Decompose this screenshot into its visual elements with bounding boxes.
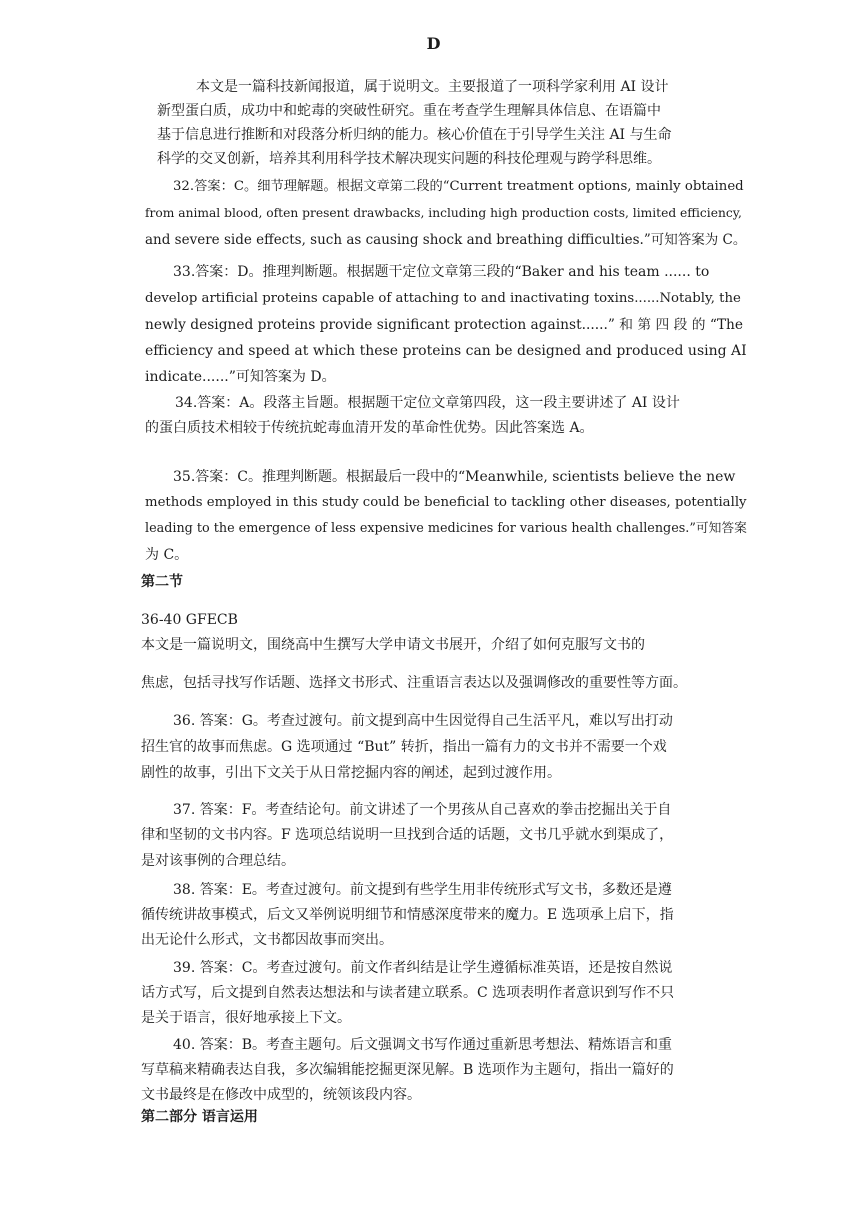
text-line: 律和坚韧的文书内容。F 选项总结说明一旦找到合适的话题，文书几乎就水到渠成了，: [141, 827, 674, 843]
text-line: 34.答案：A。段落主旨题。根据题干定位文章第四段，这一段主要讲述了 AI 设计: [175, 395, 680, 411]
text-line: 本文是一篇科技新闻报道，属于说明文。主要报道了一项科学家利用 AI 设计: [196, 79, 669, 95]
text-line: 科学的交叉创新，培养其利用科学技术解决现实问题的科技伦理观与跨学科思维。: [157, 151, 661, 167]
text-line: 为 C。: [145, 547, 189, 563]
text-line: 剧性的故事，引出下文关于从日常挖掘内容的阐述，起到过渡作用。: [141, 765, 561, 781]
text-line: efficiency and speed at which these proteins can be designed and produced using AI: [145, 343, 747, 359]
text-line: 33.答案：D。推理判断题。根据题干定位文章第三段的“Baker and his team ...... to: [173, 264, 710, 280]
text-line: 循传统讲故事模式，后文又举例说明细节和情感深度带来的魔力。E 选项承上启下，指: [141, 907, 674, 923]
text-line: 本文是一篇说明文，围绕高中生撰写大学申请文书展开，介绍了如何克服写文书的: [141, 637, 645, 653]
text-line: 文书最终是在修改中成型的，统领该段内容。: [141, 1087, 421, 1103]
text-line: 32.答案：C。细节理解题。根据文章第二段的“Current treatment options, mainly obtained: [173, 179, 744, 194]
text-line: 写草稿来精确表达自我，多次编辑能挖掘更深见解。B 选项作为主题句，指出一篇好的: [141, 1062, 674, 1078]
part-heading: 第二部分 语言运用: [141, 1109, 258, 1125]
text-line: 38. 答案：E。考查过渡句。前文提到有些学生用非传统形式写文书，多数还是遵: [173, 882, 672, 898]
text-line: 出无论什么形式，文书都因故事而突出。: [141, 932, 393, 948]
text-line: 39. 答案：C。考查过渡句。前文作者纠结是让学生遵循标准英语，还是按自然说: [173, 960, 673, 976]
answer-summary: 36-40 GFECB: [141, 612, 238, 628]
text-line: 35.答案：C。推理判断题。根据最后一段中的“Meanwhile, scientists believe the new: [173, 469, 736, 485]
text-line: newly designed proteins provide significant protection against......” 和 第 四 段 的 “The: [145, 317, 744, 333]
section-heading: 第二节: [141, 574, 183, 590]
text-line: 的蛋白质技术相较于传统抗蛇毒血清开发的革命性优势。因此答案选 A。: [145, 420, 594, 436]
text-line: develop artificial proteins capable of attaching to and inactivating toxins......Notably, the: [145, 291, 741, 306]
text-line: methods employed in this study could be beneficial to tackling other diseases, potentially: [145, 495, 747, 510]
text-line: 话方式写，后文提到自然表达想法和与读者建立联系。C 选项表明作者意识到写作不只: [141, 985, 675, 1001]
text-line: leading to the emergence of less expensive medicines for various health challenges.”可知答案: [145, 521, 747, 536]
text-line: 新型蛋白质，成功中和蛇毒的突破性研究。重在考查学生理解具体信息、在语篇中: [157, 103, 661, 119]
text-line: 招生官的故事而焦虑。G 选项通过 “But” 转折，指出一篇有力的文书并不需要一个戏: [141, 739, 667, 755]
text-line: indicate......”可知答案为 D。: [145, 369, 336, 385]
text-line: 36. 答案：G。考查过渡句。前文提到高中生因觉得自己生活平凡，难以写出打动: [173, 713, 673, 729]
text-line: 焦虑，包括寻找写作话题、选择文书形式、注重语言表达以及强调修改的重要性等方面。: [141, 675, 687, 691]
text-line: 是关于语言，很好地承接上下文。: [141, 1010, 351, 1026]
text-line: 是对该事例的合理总结。: [141, 853, 295, 869]
text-line: and severe side effects, such as causing shock and breathing difficulties.”可知答案为 C。: [145, 232, 747, 248]
passage-heading: D: [426, 34, 441, 53]
text-line: 基于信息进行推断和对段落分析归纳的能力。核心价值在于引导学生关注 AI 与生命: [157, 127, 672, 143]
text-line: from animal blood, often present drawbacks, including high production costs, limited efficiency,: [145, 206, 742, 220]
text-line: 37. 答案：F。考查结论句。前文讲述了一个男孩从自己喜欢的拳击挖掘出关于自: [173, 802, 672, 818]
text-line: 40. 答案：B。考查主题句。后文强调文书写作通过重新思考想法、精炼语言和重: [173, 1037, 673, 1053]
